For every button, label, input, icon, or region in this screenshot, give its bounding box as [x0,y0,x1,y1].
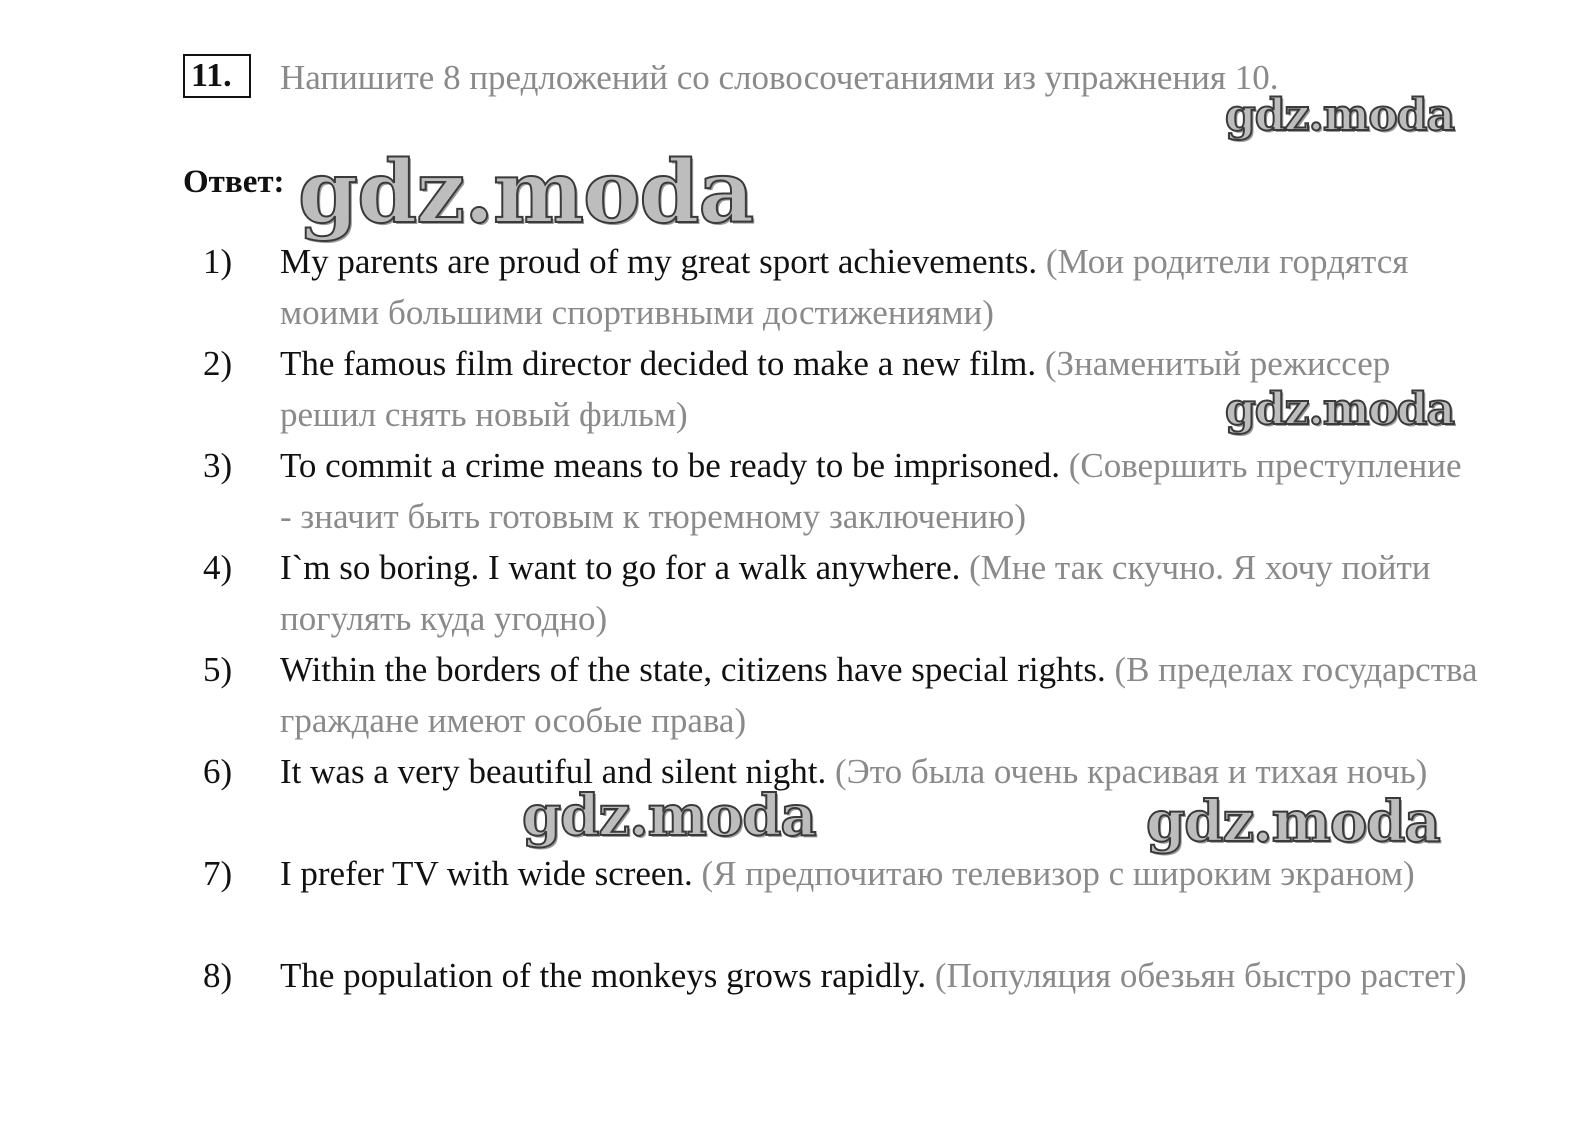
exercise-number: 11. [183,54,251,98]
answer-number: 6) [203,752,233,791]
answer-text [280,950,1480,1001]
answer-item-5 [0,644,1582,746]
watermark: gdz.moda [298,142,754,243]
answer-number: 8) [203,956,233,995]
answer-text [280,848,1480,899]
answer-translation: (Мои родители гордятся моими большими спортивными достижениями) [280,242,1409,332]
answer-english: Within the borders of the state, citizens have special rights. [280,650,1106,689]
watermark: gdz.moda [1225,384,1455,435]
answer-item-1 [0,236,1582,338]
answer-english: It was a very beautiful and silent night. [280,752,827,791]
watermark: gdz.moda [522,783,816,849]
answer-label: Ответ: [183,164,285,200]
watermark: gdz.moda [1146,789,1440,855]
answer-number: 7) [203,854,233,893]
answer-english: I prefer TV with wide screen. [280,854,693,893]
answer-translation: (В пределах государства граждане имеют особые права) [280,650,1478,740]
answer-text [280,440,1480,542]
watermark: gdz.moda [1225,90,1455,141]
answer-number: 4) [203,548,233,587]
answer-english: The famous film director decided to make a new film. [280,344,1037,383]
answer-item-3 [0,440,1582,542]
answer-translation: (Это была очень красивая и тихая ночь) [835,752,1428,791]
answer-item-7 [0,848,1582,950]
answer-number: 5) [203,650,233,689]
answer-text [280,542,1480,644]
exercise-task: Напишите 8 предложений со словосочетаниями из упражнения 10. [280,58,1279,97]
answer-english: The population of the monkeys grows rapidly. [280,956,927,995]
answer-translation: (Я предпочитаю телевизор с широким экраном) [701,854,1415,893]
answer-translation: (Совершить преступление - значит быть готовым к тюремному заключению) [280,446,1462,536]
answer-number: 2) [203,344,233,383]
answer-text [280,236,1480,338]
answer-translation: (Знаменитый режиссер решил снять новый фильм) [280,344,1391,434]
answer-number: 1) [203,242,233,281]
answer-item-4 [0,542,1582,644]
answer-english: My parents are proud of my great sport achievements. [280,242,1038,281]
answer-english: I`m so boring. I want to go for a walk anywhere. [280,548,961,587]
answer-translation: (Мне так скучно. Я хочу пойти погулять куда угодно) [280,548,1431,638]
answer-translation: (Популяция обезьян быстро растет) [934,956,1467,995]
answer-english: To commit a crime means to be ready to be imprisoned. [280,446,1060,485]
answer-number: 3) [203,446,233,485]
answer-item-8 [0,950,1582,1052]
answer-text [280,644,1480,746]
